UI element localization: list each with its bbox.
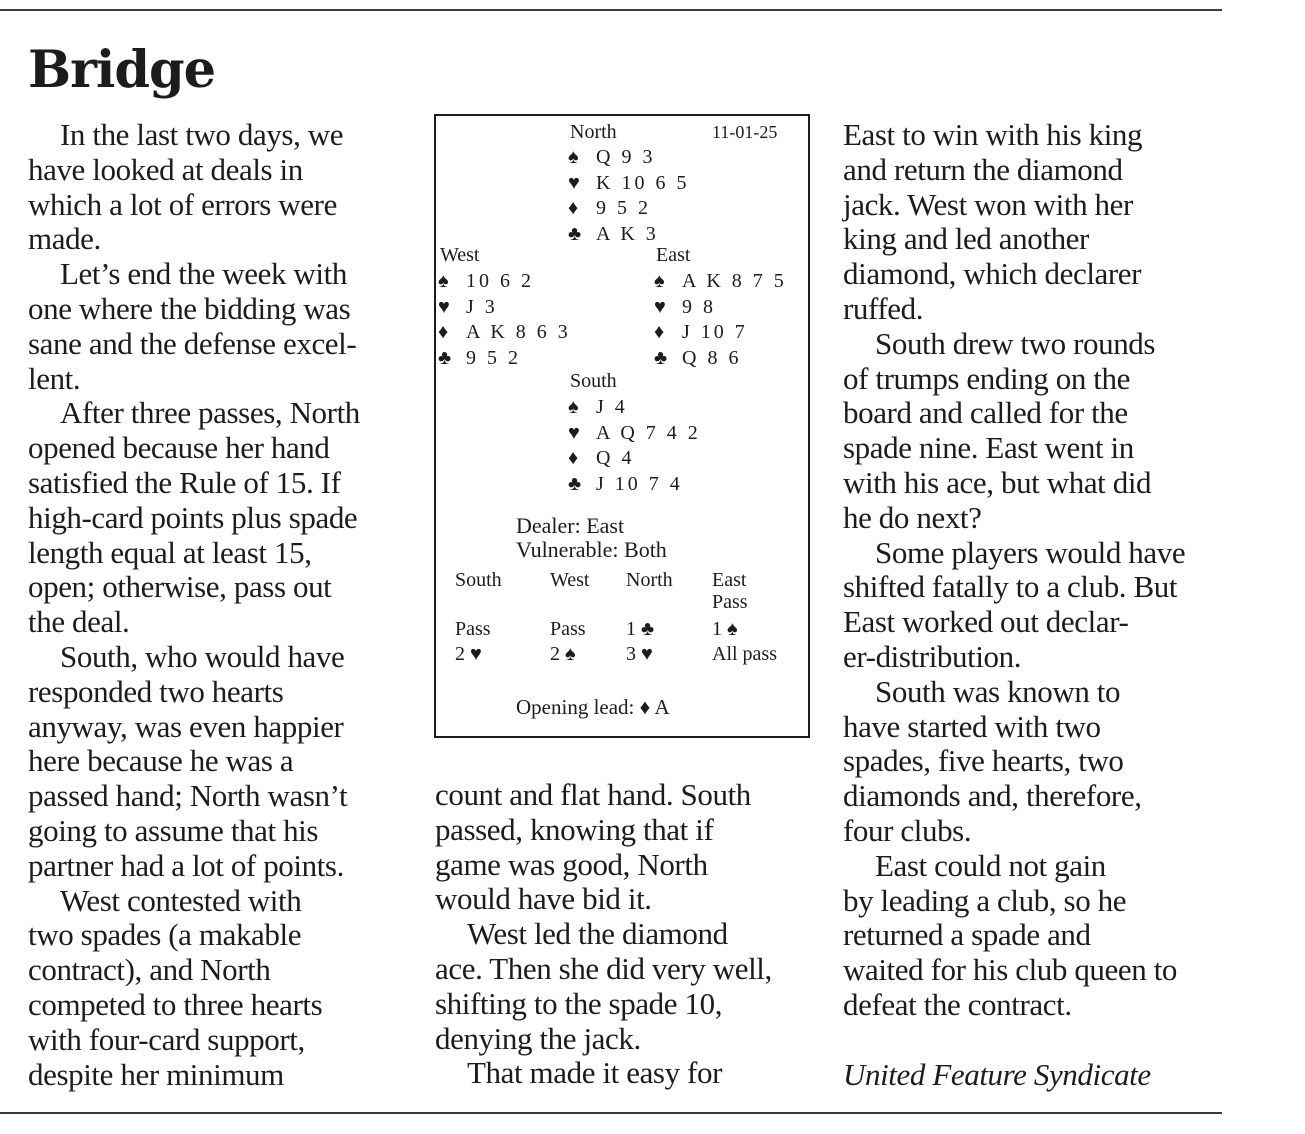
text-line: shifted fatally to a club. But: [843, 569, 1178, 605]
text-line: length equal at least 15,: [28, 534, 312, 570]
text-line: by leading a club, so he: [843, 882, 1127, 918]
north-hearts-row: [568, 171, 689, 195]
text-line: Some players would have: [875, 534, 1186, 570]
diamond-suit-icon: ♦: [438, 321, 449, 344]
auction-header-south: South: [455, 569, 502, 591]
text-line: responded two hearts: [28, 673, 284, 709]
text-column-2: [435, 778, 772, 1091]
auction-bid: All pass: [712, 643, 777, 665]
spade-suit-icon: ♠: [568, 396, 579, 418]
west-clubs-cards: 9 5 2: [466, 346, 521, 369]
auction-bid: Pass: [550, 618, 586, 640]
east-clubs-row: [654, 346, 741, 370]
text-line: Let’s end the week with: [60, 256, 347, 292]
north-label: North: [570, 121, 617, 143]
auction-bid: 1 ♠: [712, 618, 738, 640]
text-line: South was known to: [875, 673, 1121, 709]
heart-suit-icon: ♥: [568, 171, 580, 194]
spade-suit-icon: ♠: [438, 270, 449, 292]
column-title: Bridge: [28, 40, 216, 100]
auction-bid: 2 ♠: [550, 643, 576, 665]
text-line: West contested with: [60, 882, 302, 918]
auction-bid: Pass: [712, 591, 748, 613]
text-line: which a lot of errors were: [28, 186, 337, 222]
text-line: anyway, was even happier: [28, 708, 344, 744]
east-diamonds-cards: J 10 7: [682, 321, 748, 344]
text-line: have looked at deals in: [28, 151, 303, 187]
text-line: passed hand; North wasn’t: [28, 778, 348, 814]
club-suit-icon: ♣: [654, 346, 668, 369]
text-line: opened because her hand: [28, 430, 330, 466]
text-line: here because he was a: [28, 743, 294, 779]
west-clubs-row: [438, 346, 521, 370]
east-hearts-cards: 9 8: [682, 295, 716, 318]
text-line: In the last two days, we: [60, 117, 344, 152]
text-line: After three passes, North: [60, 395, 360, 431]
auction-bid: Pass: [455, 618, 491, 640]
text-line: king and led another: [843, 221, 1089, 257]
text-line: competed to three hearts: [28, 986, 323, 1022]
west-hearts-cards: J 3: [466, 295, 498, 318]
text-line: partner had a lot of points.: [28, 847, 344, 883]
text-line: sane and the defense excel-: [28, 325, 357, 361]
south-hearts-cards: A Q 7 4 2: [596, 421, 701, 444]
heart-suit-icon: ♥: [654, 295, 666, 318]
text-column-3: [843, 118, 1185, 1092]
vulnerable-text: Vulnerable: Both: [516, 537, 667, 562]
west-hearts-row: [438, 295, 498, 319]
east-clubs-cards: Q 8 6: [682, 346, 742, 369]
text-line: made.: [28, 221, 101, 257]
south-spades-cards: J 4: [596, 396, 628, 418]
north-diamonds-cards: 9 5 2: [596, 197, 651, 220]
text-line: West led the diamond: [467, 916, 728, 952]
opening-lead: Opening lead: ♦ A: [516, 695, 670, 719]
text-line: [843, 1023, 1185, 1058]
text-line: jack. West won with her: [843, 186, 1133, 222]
bridge-diagram: [434, 114, 810, 738]
text-line: waited for his club queen to: [843, 952, 1178, 988]
dealer-text: Dealer: East: [516, 513, 625, 538]
text-line: East worked out declar-: [843, 604, 1129, 640]
text-line: and return the diamond: [843, 151, 1123, 187]
text-column-1: [28, 118, 360, 1092]
text-line: open; otherwise, pass out: [28, 569, 332, 605]
north-hearts-cards: K 10 6 5: [596, 171, 690, 194]
auction-bid: 1 ♣: [626, 618, 655, 640]
west-label: West: [440, 244, 480, 266]
text-line: er-distribution.: [843, 638, 1022, 674]
south-spades-row: [568, 395, 628, 419]
north-diamonds-row: [568, 196, 651, 220]
diamond-suit-icon: ♦: [654, 321, 665, 344]
auction-bid: 3 ♥: [626, 643, 653, 665]
text-line: defeat the contract.: [843, 986, 1072, 1022]
text-line: despite her minimum: [28, 1056, 284, 1092]
text-line: of trumps ending on the: [843, 360, 1130, 396]
text-line: satisfied the Rule of 15. If: [28, 464, 341, 500]
text-line: denying the jack.: [435, 1020, 641, 1056]
west-diamonds-row: [438, 320, 571, 344]
south-label: South: [570, 370, 617, 392]
heart-suit-icon: ♥: [568, 421, 580, 444]
heart-suit-icon: ♥: [438, 295, 450, 318]
text-line: game was good, North: [435, 846, 708, 882]
north-clubs-row: [568, 222, 659, 246]
text-line: South drew two rounds: [875, 325, 1156, 361]
diagram-date: 11-01-25: [712, 122, 778, 142]
auction-header-west: West: [550, 569, 590, 591]
byline: United Feature Syndicate: [843, 1056, 1151, 1092]
text-line: shifting to the spade 10,: [435, 985, 723, 1021]
east-label: East: [656, 244, 691, 266]
south-diamonds-cards: Q 4: [596, 447, 635, 470]
diamond-suit-icon: ♦: [568, 447, 579, 470]
club-suit-icon: ♣: [438, 346, 452, 369]
text-line: diamonds and, therefore,: [843, 778, 1142, 814]
text-line: with his ace, but what did: [843, 464, 1152, 500]
spade-suit-icon: ♠: [654, 270, 665, 292]
text-line: would have bid it.: [435, 881, 652, 917]
text-line: ace. Then she did very well,: [435, 950, 772, 986]
text-line: lent.: [28, 360, 81, 396]
north-spades-row: [568, 145, 655, 169]
south-clubs-cards: J 10 7 4: [596, 472, 683, 495]
text-line: South, who would have: [60, 638, 345, 674]
text-line: East to win with his king: [843, 117, 1143, 152]
text-line: That made it easy for: [467, 1055, 722, 1091]
east-spades-cards: A K 8 7 5: [682, 270, 787, 292]
top-rule: [0, 9, 1222, 11]
text-line: four clubs.: [843, 812, 972, 848]
text-line: he do next?: [843, 499, 982, 535]
north-clubs-cards: A K 3: [596, 222, 659, 245]
west-spades-row: [438, 269, 534, 293]
west-spades-cards: 10 6 2: [466, 270, 534, 292]
text-line: have started with two: [843, 708, 1101, 744]
club-suit-icon: ♣: [568, 472, 582, 495]
text-line: ruffed.: [843, 290, 924, 326]
text-line: spade nine. East went in: [843, 430, 1134, 466]
auction-header-north: North: [626, 569, 673, 591]
south-clubs-row: [568, 472, 683, 496]
text-line: with four-card support,: [28, 1021, 305, 1057]
club-suit-icon: ♣: [568, 222, 582, 245]
text-line: spades, five hearts, two: [843, 743, 1124, 779]
text-line: going to assume that his: [28, 812, 319, 848]
auction-header-east: East: [712, 569, 747, 591]
text-line: board and called for the: [843, 395, 1128, 431]
diamond-suit-icon: ♦: [568, 197, 579, 220]
north-spades-cards: Q 9 3: [596, 146, 656, 168]
east-spades-row: [654, 269, 787, 293]
west-diamonds-cards: A K 8 6 3: [466, 321, 571, 344]
spade-suit-icon: ♠: [568, 146, 579, 168]
text-line: passed, knowing that if: [435, 811, 714, 847]
south-hearts-row: [568, 421, 701, 445]
text-line: East could not gain: [875, 847, 1106, 883]
text-line: two spades (a makable: [28, 917, 302, 953]
south-diamonds-row: [568, 446, 634, 470]
text-line: the deal.: [28, 604, 130, 640]
text-line: diamond, which declarer: [843, 256, 1142, 292]
bottom-rule: [0, 1112, 1222, 1114]
text-line: returned a spade and: [843, 917, 1091, 953]
text-line: high-card points plus spade: [28, 499, 358, 535]
east-diamonds-row: [654, 320, 748, 344]
auction-bid: 2 ♥: [455, 643, 482, 665]
text-line: one where the bidding was: [28, 290, 351, 326]
east-hearts-row: [654, 295, 716, 319]
text-line: count and flat hand. South: [435, 777, 751, 812]
text-line: contract), and North: [28, 952, 271, 988]
